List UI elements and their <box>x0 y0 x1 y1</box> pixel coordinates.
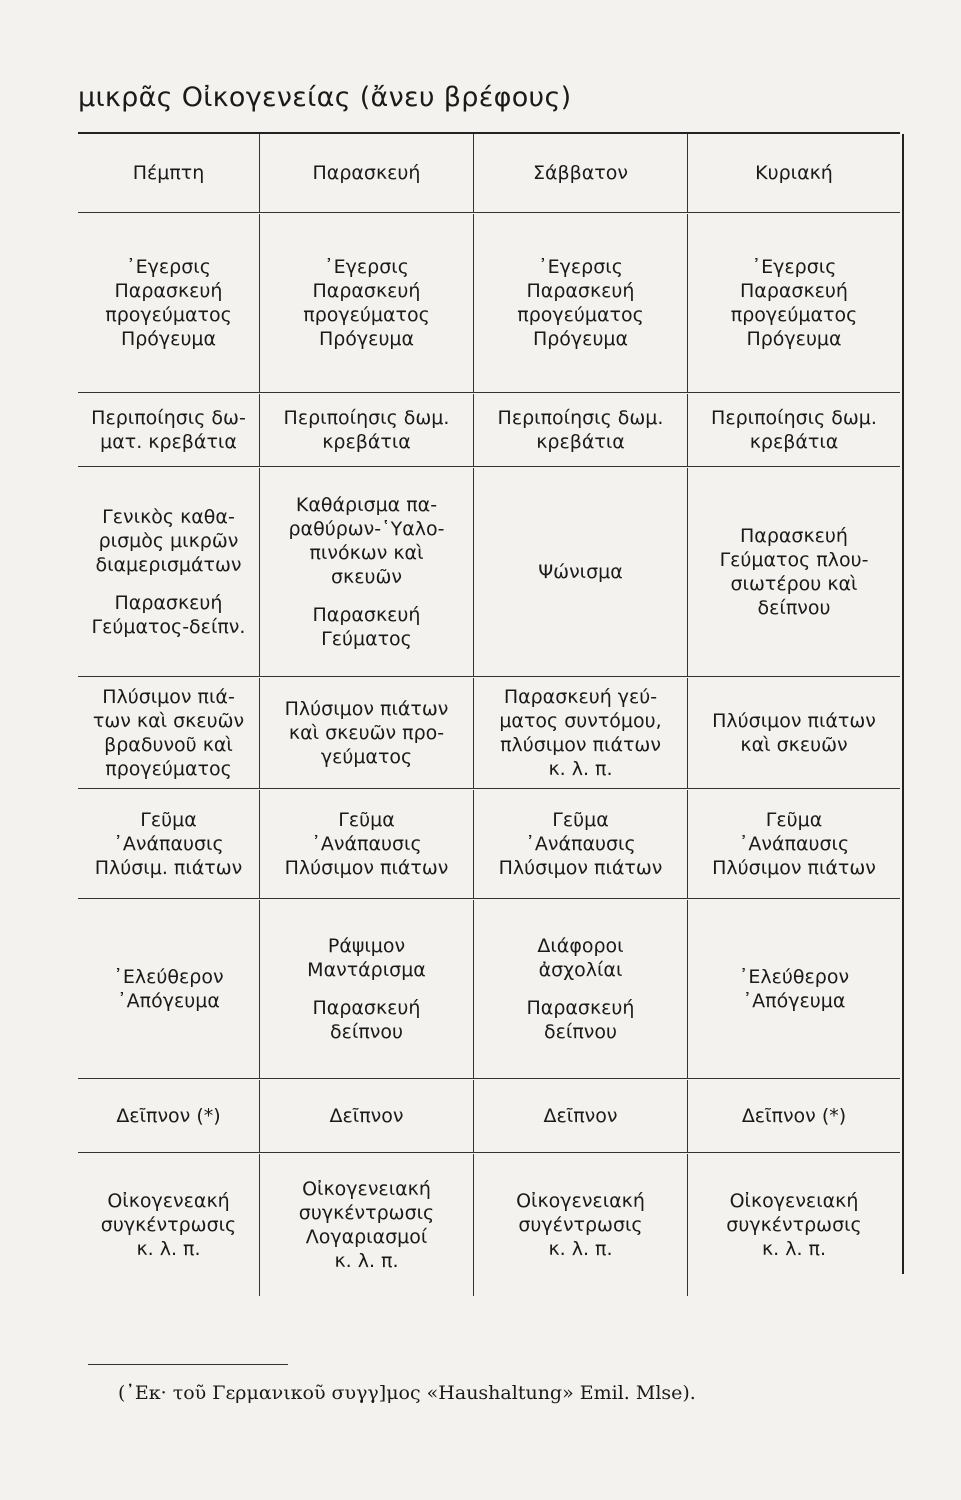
cell-text-line: σιωτέρου καὶ <box>730 573 858 595</box>
cell-text-line: πινόκων καὶ <box>309 542 424 564</box>
cell-text-line: Οἰκογενειακή <box>729 1190 859 1212</box>
table-cell <box>688 1154 900 1296</box>
table-cell <box>688 790 900 898</box>
cell-text-line: ᾿Ελεύθερον <box>738 966 850 988</box>
cell-text-line: προγεύματος <box>303 304 430 326</box>
cell-text-line: Πρόγευμα <box>120 328 217 350</box>
cell-text-line: Παρασκευή <box>526 997 635 1019</box>
cell-text-line: ᾿Εγερσις <box>538 256 623 278</box>
cell-text-line: προγεύματος <box>105 304 232 326</box>
cell-text-line: Πλύσιμον πιάτων <box>712 710 876 732</box>
table-cell <box>688 678 900 788</box>
table-cell <box>260 394 474 466</box>
weekly-schedule-table <box>78 132 900 1294</box>
cell-text-line: διαμερισμάτων <box>95 554 242 576</box>
table-cell <box>260 214 474 392</box>
footnote: (᾿Εκ· τοῦ Γερμανικοῦ συγγ]μος «Haushaltung» Emil. Mlse). <box>118 1382 696 1404</box>
cell-text-line: Περιποίησις δωμ. <box>497 407 664 429</box>
cell-text-line: Γεῦμα <box>552 809 609 831</box>
cell-text-line: Διάφοροι <box>537 935 624 957</box>
table-cell <box>78 1154 260 1296</box>
table-cell <box>260 1154 474 1296</box>
cell-text-line: Παρασκευή γεύ- <box>503 686 658 708</box>
column-header: Κυριακή <box>755 162 833 184</box>
table-cell <box>78 1080 260 1152</box>
table-cell <box>474 468 688 676</box>
cell-text-line: προγεύματος <box>517 304 644 326</box>
cell-text-line: Γεῦμα <box>338 809 395 831</box>
cell-text-line: Ράψιμον <box>327 935 406 957</box>
cell-text-line: κρεβάτια <box>749 431 839 453</box>
cell-text-line: Παρασκευή <box>312 604 421 626</box>
table-cell <box>688 1080 900 1152</box>
table-cell <box>260 790 474 898</box>
table-cell <box>474 214 688 392</box>
table-header-row <box>78 134 900 213</box>
cell-text-line: Γενικὸς καθα- <box>102 506 235 528</box>
cell-text-line: Πρόγευμα <box>532 328 629 350</box>
table-cell <box>260 468 474 676</box>
column-header: Πέμπτη <box>78 134 260 212</box>
table-cell <box>688 900 900 1078</box>
cell-text-line: κ. λ. π. <box>761 1238 827 1260</box>
cell-text-line: προγεύματος <box>105 758 232 780</box>
cell-text-line: Παρασκευή <box>114 280 223 302</box>
page-title: μικρᾶς Οἰκογενείας (ἄνευ βρέφους) <box>78 82 572 113</box>
column-header: Σάββατον <box>474 134 688 212</box>
table-cell <box>474 1080 688 1152</box>
table-cell <box>78 468 260 676</box>
cell-text-line: Πλύσιμ. πιάτων <box>94 857 243 879</box>
cell-text-line: Πλύσιμον πιάτων <box>284 698 449 720</box>
cell-text-line: συγκέντρωσις <box>100 1214 237 1236</box>
cell-text-line: ἀσχολίαι <box>538 959 623 981</box>
cell-text-line: ραθύρων-῾Υαλο- <box>288 518 445 540</box>
cell-text-line: Πλύσιμον πιάτων <box>712 857 876 879</box>
cell-text-line: ᾿Ανάπαυσις <box>113 833 224 855</box>
table-cell <box>78 394 260 466</box>
cell-text-line: Πλύσιμον πιάτων <box>498 857 663 879</box>
cell-text-line: Πλύσιμον πιά- <box>102 686 235 708</box>
cell-text-line: ᾿Ελεύθερον <box>113 966 224 988</box>
table-cell <box>78 900 260 1078</box>
cell-text-line: συγκέντρωσις <box>726 1214 862 1236</box>
cell-text-line: Δεῖπνον (*) <box>741 1105 847 1127</box>
cell-text-line: συγέντρωσις <box>518 1214 643 1236</box>
table-cell <box>474 790 688 898</box>
cell-text-line: Περιποίησις δωμ. <box>283 407 450 429</box>
table-row <box>78 394 900 467</box>
table-row <box>78 1080 900 1153</box>
cell-text-line: Οἰκογενειακή <box>516 1190 645 1212</box>
cell-text-line: ᾿Απόγευμα <box>742 990 846 1012</box>
cell-text-line: Οἰκογενεακή <box>107 1190 230 1212</box>
cell-text-line: ᾿Ανάπαυσις <box>311 833 422 855</box>
cell-text-line: Πλύσιμον πιάτων <box>284 857 449 879</box>
cell-text-line: Παρασκευή <box>114 592 223 614</box>
table-row <box>78 790 900 899</box>
cell-text-line: κ. λ. π. <box>334 1250 399 1272</box>
table-cell <box>474 900 688 1078</box>
cell-text-line: Παρασκευή <box>312 997 421 1019</box>
table-cell <box>474 394 688 466</box>
table-row <box>78 900 900 1079</box>
cell-text-line: καὶ σκευῶν <box>740 734 848 756</box>
cell-text-line: Παρασκευή <box>740 280 848 302</box>
table-cell <box>260 1080 474 1152</box>
cell-text-line: Πρόγευμα <box>746 328 842 350</box>
cell-text-line: ᾿Ανάπαυσις <box>525 833 636 855</box>
table-row <box>78 1154 900 1296</box>
cell-text-line: κ. λ. π. <box>548 758 613 780</box>
table-cell <box>78 678 260 788</box>
footnote-divider <box>88 1364 288 1365</box>
cell-text-line: ᾿Ανάπαυσις <box>738 833 850 855</box>
table-cell <box>260 678 474 788</box>
cell-text-line: σκευῶν <box>330 566 403 588</box>
cell-text-line: Οἰκογενειακή <box>302 1178 431 1200</box>
cell-text-line: κρεβάτια <box>322 431 411 453</box>
table-cell <box>474 678 688 788</box>
cell-text-line: κ. λ. π. <box>548 1238 613 1260</box>
cell-text-line: ᾿Απόγευμα <box>117 990 220 1012</box>
cell-text-line: ρισμὸς μικρῶν <box>98 530 239 552</box>
cell-text-line: Δεῖπνον <box>329 1105 404 1127</box>
cell-text-line: Μαντάρισμα <box>307 959 426 981</box>
cell-text-line: καὶ σκευῶν προ- <box>288 722 445 744</box>
cell-text-line: Γεῦμα <box>765 809 823 831</box>
table-cell <box>474 1154 688 1296</box>
cell-text-line: ᾿Εγερσις <box>126 256 211 278</box>
cell-text-line: Περιποίησις δω- <box>91 407 246 429</box>
cell-text-line: προγεύματος <box>730 304 858 326</box>
cell-text-line: Γεύματος-δείπν. <box>91 616 246 638</box>
cell-text-line: κ. λ. π. <box>136 1238 201 1260</box>
column-header: Παρασκευή <box>260 134 474 212</box>
cell-text-line: δείπνου <box>757 597 831 619</box>
table-cell <box>78 214 260 392</box>
cell-text-line: Πρόγευμα <box>318 328 415 350</box>
cell-text-line: Δεῖπνον <box>543 1105 618 1127</box>
table-cell <box>260 900 474 1078</box>
cell-text-line: ματ. κρεβάτια <box>100 431 237 453</box>
table-row <box>78 468 900 677</box>
cell-text-line: Παρασκευή <box>526 280 635 302</box>
cell-text-line: Καθάρισμα πα- <box>295 494 438 516</box>
cell-text-line: δείπνου <box>544 1021 617 1043</box>
cell-text-line: δείπνου <box>330 1021 403 1043</box>
cell-text-line: Λογαριασμοί <box>305 1226 428 1248</box>
table-row <box>78 214 900 393</box>
cell-text-line: γεύματος <box>320 746 413 768</box>
cell-text-line: ᾿Εγερσις <box>324 256 409 278</box>
cell-text-line: Γεύματος <box>321 628 412 650</box>
cell-text-line: συγκέντρωσις <box>298 1202 435 1224</box>
table-cell <box>688 394 900 466</box>
cell-text-line: ματος συντόμου, <box>499 710 662 732</box>
table-cell <box>688 214 900 392</box>
cell-text-line: Δεῖπνον (*) <box>116 1105 221 1127</box>
cell-text-line: Γεῦμα <box>140 809 197 831</box>
cell-text-line: κρεβάτια <box>536 431 625 453</box>
table-row <box>78 678 900 789</box>
cell-text-line: Παρασκευή <box>312 280 421 302</box>
table-cell <box>78 790 260 898</box>
cell-text-line: πλύσιμον πιάτων <box>500 734 661 756</box>
cell-text-line: ᾿Εγερσις <box>751 256 837 278</box>
cell-text-line: Παρασκευή <box>740 525 848 547</box>
cell-text-line: Ψώνισμα <box>538 561 623 583</box>
table-cell <box>688 468 900 676</box>
cell-text-line: των καὶ σκευῶν <box>92 710 245 732</box>
cell-text-line: βραδυνοῦ καὶ <box>104 734 233 756</box>
cell-text-line: Γεύματος πλου- <box>719 549 869 571</box>
cell-text-line: Περιποίησις δωμ. <box>711 407 877 429</box>
